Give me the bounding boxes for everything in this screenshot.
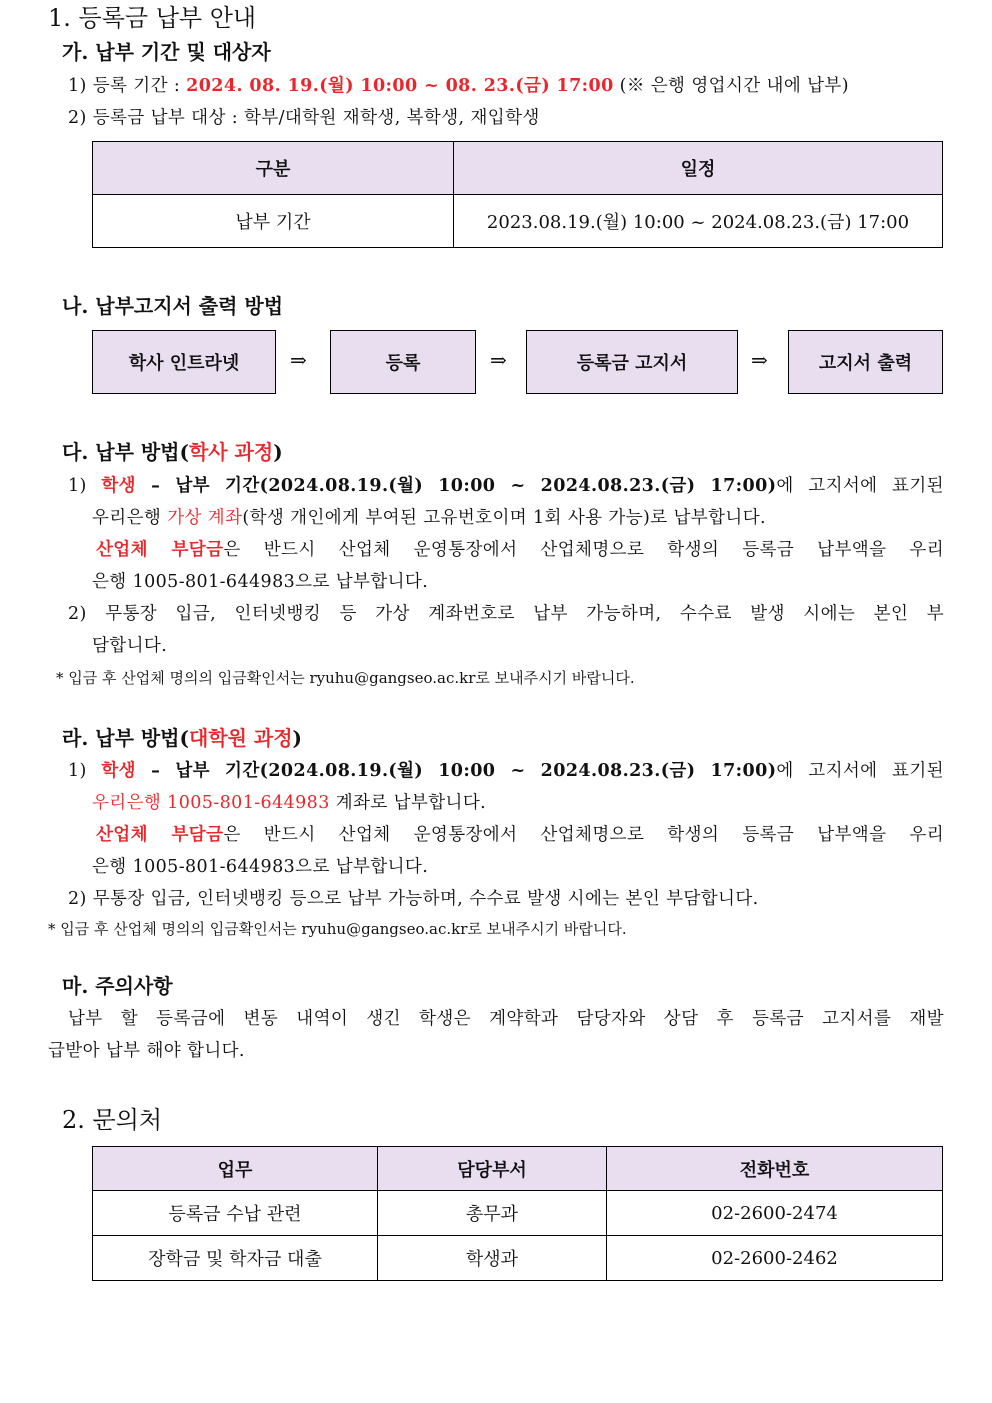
arrow-icon: ⇒: [751, 348, 768, 372]
ra-bank-account: 우리은행 1005-801-644983: [92, 793, 330, 813]
contact-task: 장학금 및 학자금 대출: [93, 1236, 378, 1281]
step-tuition-bill: 등록금 고지서: [526, 330, 738, 394]
contact-header-phone: 전화번호: [607, 1147, 943, 1191]
da-line-1: [68, 472, 944, 497]
ga-line-1: [68, 72, 849, 97]
ma-title: 마. 주의사항: [62, 974, 173, 998]
ga-line-1-note: (※ 은행 영업시간 내에 납부): [613, 76, 849, 96]
da-industry-contribution: 산업체 부담금: [96, 540, 224, 560]
da-line-3: [96, 536, 944, 561]
contact-dept: 학생과: [378, 1236, 607, 1281]
ra-line-3: [96, 821, 944, 846]
schedule-cell-period: 2023.08.19.(월) 10:00 ~ 2024.08.23.(금) 17:00: [454, 195, 943, 248]
contact-phone: 02-2600-2462: [607, 1236, 943, 1281]
ra-note: * 입금 후 산업체 명의의 입금확인서는 ryuhu@gangseo.ac.kr로 보내주시기 바랍니다.: [48, 920, 627, 938]
ra-line-1-student: 학생: [101, 761, 136, 781]
ra-industry-contribution: 산업체 부담금: [96, 825, 224, 845]
ra-line-5: 2) 무통장 입금, 인터넷뱅킹 등으로 납부 가능하며, 수수료 발생 시에는 본인 부담합니다.: [68, 889, 759, 909]
contact-table: [92, 1146, 943, 1281]
registration-period: 2024. 08. 19.(월) 10:00 ~ 08. 23.(금) 17:00: [186, 76, 614, 96]
arrow-icon: ⇒: [290, 348, 307, 372]
ra-title: [62, 722, 302, 751]
da-line-6: 담합니다.: [92, 636, 168, 656]
da-title-text: 다. 납부 방법(: [62, 440, 189, 464]
da-line-1-period: – 납부 기간(2024.08.19.(월) 10:00 ~ 2024.08.23.(금) 17:00): [135, 476, 777, 496]
da-line-5: 2) 무통장 입금, 인터넷뱅킹 등 가상 계좌번호로 납부 가능하며, 수수료 발생 시에는 본인 부: [68, 604, 944, 624]
da-line-1-num: 1): [68, 476, 102, 496]
da-line-2: [92, 504, 766, 529]
ga-line-1-label: 1) 등록 기간 :: [68, 76, 187, 96]
ra-title-program: 대학원 과정: [188, 726, 293, 750]
ra-line-2: [92, 789, 486, 814]
da-line-4: 은행 1005-801-644983으로 납부합니다.: [92, 572, 429, 592]
ra-line-2-tail: 계좌로 납부합니다.: [329, 793, 487, 813]
contact-header-task: 업무: [93, 1147, 378, 1191]
da-line-1-tail: 에 고지서에 표기된: [776, 476, 944, 496]
section-2-title: 2. 문의처: [62, 1106, 163, 1134]
schedule-cell-label: 납부 기간: [93, 195, 454, 248]
contact-dept: 총무과: [378, 1191, 607, 1236]
arrow-icon: ⇒: [490, 348, 507, 372]
da-line-2-bank: 우리은행: [92, 508, 168, 528]
ra-line-1-tail: 에 고지서에 표기된: [776, 761, 944, 781]
schedule-table: [92, 141, 943, 248]
step-print-bill: 고지서 출력: [788, 330, 943, 394]
ra-line-1-num: 1): [68, 761, 102, 781]
da-virtual-account: 가상 계좌: [167, 508, 243, 528]
ga-line-2: 2) 등록금 납부 대상 : 학부/대학원 재학생, 복학생, 재입학생: [68, 108, 540, 128]
schedule-header-date: 일정: [454, 142, 943, 195]
contact-task: 등록금 수납 관련: [93, 1191, 378, 1236]
ma-line-2: 급받아 납부 해야 합니다.: [48, 1041, 245, 1061]
ra-line-4: 은행 1005-801-644983으로 납부합니다.: [92, 857, 429, 877]
ra-line-3-tail: 은 반드시 산업체 운영통장에서 산업체명으로 학생의 등록금 납부액을 우리: [223, 825, 945, 845]
table-row: [93, 1236, 943, 1281]
ra-title-text: 라. 납부 방법(: [62, 726, 189, 750]
ra-line-1: [68, 757, 944, 782]
contact-phone: 02-2600-2474: [607, 1191, 943, 1236]
da-line-1-student: 학생: [101, 476, 136, 496]
contact-header-dept: 담당부서: [378, 1147, 607, 1191]
ra-title-close: ): [292, 726, 302, 750]
na-title: 나. 납부고지서 출력 방법: [62, 294, 284, 318]
step-haksa-intranet: 학사 인트라넷: [92, 330, 276, 394]
ra-line-1-period: – 납부 기간(2024.08.19.(월) 10:00 ~ 2024.08.23.(금) 17:00): [135, 761, 777, 781]
da-title-close: ): [273, 440, 283, 464]
da-note: * 입금 후 산업체 명의의 입금확인서는 ryuhu@gangseo.ac.kr로 보내주시기 바랍니다.: [56, 669, 635, 687]
ga-title: 가. 납부 기간 및 대상자: [62, 40, 271, 64]
da-line-2-tail: (학생 개인에게 부여된 고유번호이며 1회 사용 가능)로 납부합니다.: [242, 508, 766, 528]
table-row: [93, 1191, 943, 1236]
da-title: [62, 436, 283, 465]
step-registration: 등록: [330, 330, 476, 394]
section-1-title: 1. 등록금 납부 안내: [48, 4, 257, 32]
da-title-program: 학사 과정: [188, 440, 274, 464]
schedule-header-category: 구분: [93, 142, 454, 195]
da-line-3-tail: 은 반드시 산업체 운영통장에서 산업체명으로 학생의 등록금 납부액을 우리: [223, 540, 945, 560]
ma-line-1: 납부 할 등록금에 변동 내역이 생긴 학생은 계약학과 담당자와 상담 후 등록금 고지서를 재발: [68, 1009, 944, 1029]
